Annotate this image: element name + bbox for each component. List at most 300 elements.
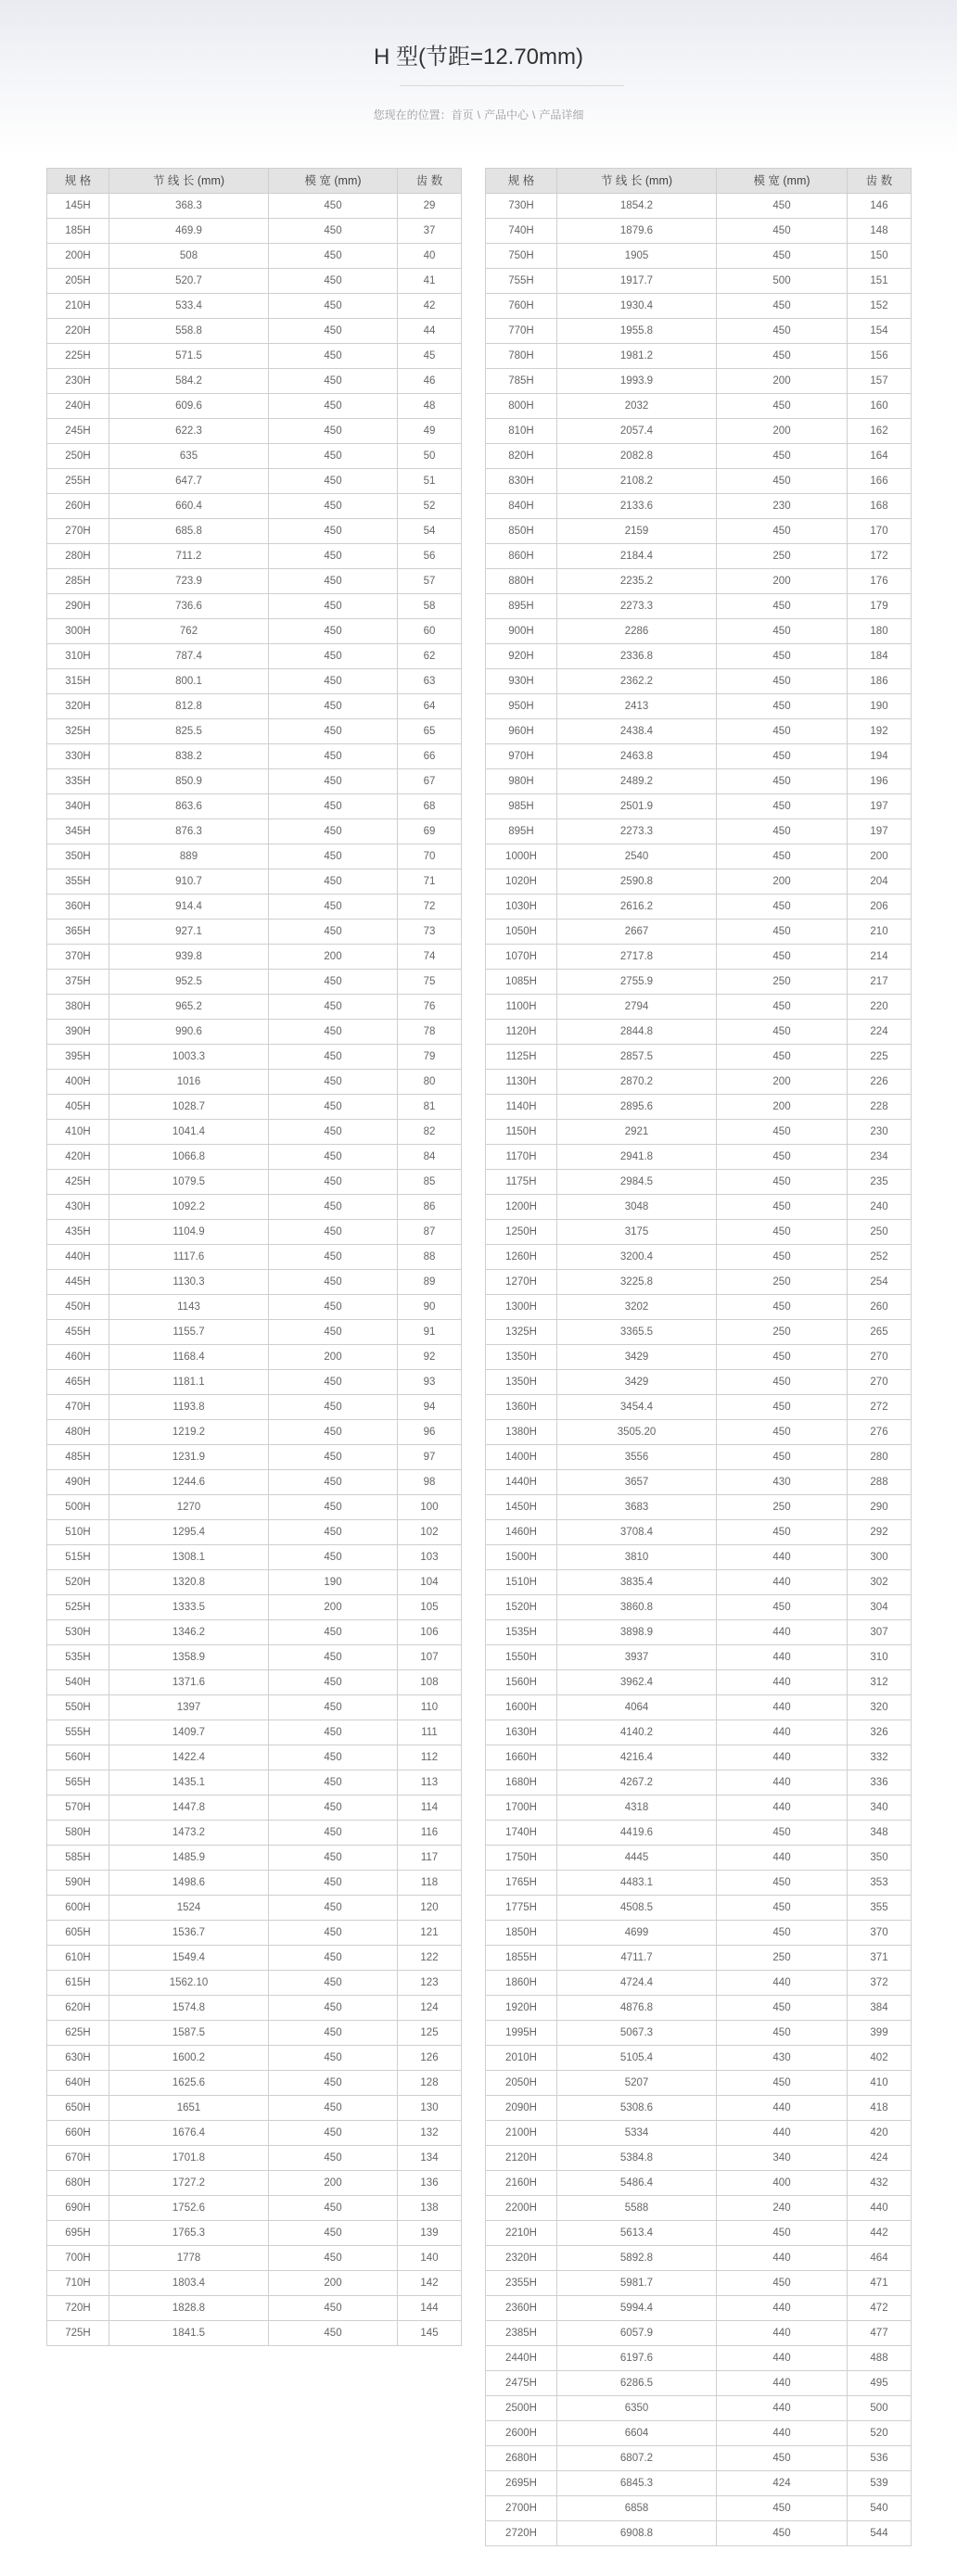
cell-mold-width: 450 — [269, 1120, 398, 1145]
cell-mold-width: 450 — [269, 494, 398, 519]
cell-pitch-length: 5334 — [557, 2121, 717, 2146]
cell-spec: 1995H — [486, 2021, 557, 2046]
cell-pitch-length: 2984.5 — [557, 1170, 717, 1195]
cell-mold-width: 450 — [269, 1145, 398, 1170]
cell-mold-width: 450 — [269, 444, 398, 469]
table-row — [47, 469, 462, 494]
cell-teeth: 160 — [848, 394, 912, 419]
table-row — [47, 819, 462, 844]
table-row — [486, 794, 912, 819]
cell-teeth: 162 — [848, 419, 912, 444]
cell-pitch-length: 5613.4 — [557, 2221, 717, 2246]
header-pitch-length: 节 线 长 (mm) — [557, 169, 717, 194]
cell-mold-width: 450 — [717, 394, 848, 419]
cell-pitch-length: 5067.3 — [557, 2021, 717, 2046]
cell-spec: 600H — [47, 1896, 109, 1921]
cell-spec: 225H — [47, 344, 109, 369]
cell-mold-width: 450 — [269, 1470, 398, 1495]
cell-spec: 1520H — [486, 1595, 557, 1620]
cell-mold-width: 440 — [717, 1695, 848, 1720]
cell-mold-width: 450 — [269, 1445, 398, 1470]
cell-spec: 270H — [47, 519, 109, 544]
table-row — [47, 544, 462, 569]
cell-pitch-length: 723.9 — [109, 569, 269, 594]
table-row — [486, 1821, 912, 1846]
table-row — [47, 769, 462, 794]
cell-pitch-length: 711.2 — [109, 544, 269, 569]
table-row — [47, 869, 462, 895]
cell-teeth: 80 — [398, 1070, 462, 1095]
table-row — [47, 945, 462, 970]
cell-pitch-length: 4445 — [557, 1846, 717, 1871]
cell-pitch-length: 952.5 — [109, 970, 269, 995]
table-row — [486, 1445, 912, 1470]
cell-spec: 490H — [47, 1470, 109, 1495]
table-row — [486, 2021, 912, 2046]
cell-mold-width: 450 — [717, 1871, 848, 1896]
table-row — [47, 1796, 462, 1821]
cell-teeth: 157 — [848, 369, 912, 394]
cell-pitch-length: 571.5 — [109, 344, 269, 369]
cell-spec: 240H — [47, 394, 109, 419]
table-row — [486, 1370, 912, 1395]
breadcrumb-home-link[interactable]: 首页 — [451, 108, 474, 121]
table-row — [486, 895, 912, 920]
cell-spec: 310H — [47, 644, 109, 669]
cell-spec: 1855H — [486, 1946, 557, 1971]
cell-spec: 2200H — [486, 2196, 557, 2221]
cell-mold-width: 450 — [717, 719, 848, 744]
table-row — [486, 469, 912, 494]
cell-spec: 785H — [486, 369, 557, 394]
cell-spec: 930H — [486, 669, 557, 694]
cell-mold-width: 450 — [717, 844, 848, 869]
cell-spec: 550H — [47, 1695, 109, 1720]
cell-pitch-length: 3202 — [557, 1295, 717, 1320]
cell-spec: 1380H — [486, 1420, 557, 1445]
cell-mold-width: 450 — [269, 1495, 398, 1520]
cell-teeth: 144 — [398, 2296, 462, 2321]
cell-pitch-length: 3429 — [557, 1345, 717, 1370]
cell-mold-width: 450 — [269, 719, 398, 744]
breadcrumb-detail-link[interactable]: 产品详细 — [539, 108, 584, 121]
table-row — [47, 219, 462, 244]
cell-pitch-length: 4724.4 — [557, 1971, 717, 1996]
cell-pitch-length: 609.6 — [109, 394, 269, 419]
cell-mold-width: 450 — [717, 219, 848, 244]
table-row — [47, 2221, 462, 2246]
cell-mold-width: 200 — [717, 369, 848, 394]
cell-mold-width: 400 — [717, 2171, 848, 2196]
table-row — [486, 1495, 912, 1520]
cell-spec: 355H — [47, 869, 109, 895]
cell-spec: 1510H — [486, 1570, 557, 1595]
cell-teeth: 93 — [398, 1370, 462, 1395]
table-row — [47, 594, 462, 619]
table-row — [486, 369, 912, 394]
cell-spec: 2360H — [486, 2296, 557, 2321]
cell-pitch-length: 3556 — [557, 1445, 717, 1470]
cell-teeth: 190 — [848, 694, 912, 719]
cell-spec: 480H — [47, 1420, 109, 1445]
cell-pitch-length: 1676.4 — [109, 2121, 269, 2146]
cell-mold-width: 430 — [717, 2046, 848, 2071]
cell-mold-width: 450 — [269, 1295, 398, 1320]
table-row — [486, 1770, 912, 1796]
cell-spec: 620H — [47, 1996, 109, 2021]
cell-pitch-length: 812.8 — [109, 694, 269, 719]
cell-spec: 1460H — [486, 1520, 557, 1545]
cell-spec: 260H — [47, 494, 109, 519]
cell-teeth: 132 — [398, 2121, 462, 2146]
cell-teeth: 103 — [398, 1545, 462, 1570]
table-row — [486, 2221, 912, 2246]
table-row — [47, 394, 462, 419]
cell-mold-width: 440 — [717, 2421, 848, 2446]
cell-spec: 1700H — [486, 1796, 557, 1821]
cell-teeth: 495 — [848, 2371, 912, 2396]
cell-pitch-length: 2463.8 — [557, 744, 717, 769]
cell-pitch-length: 1320.8 — [109, 1570, 269, 1595]
cell-mold-width: 450 — [269, 970, 398, 995]
cell-mold-width: 230 — [717, 494, 848, 519]
cell-mold-width: 450 — [269, 344, 398, 369]
cell-mold-width: 450 — [269, 1095, 398, 1120]
cell-spec: 1150H — [486, 1120, 557, 1145]
cell-mold-width: 450 — [269, 2296, 398, 2321]
cell-pitch-length: 6807.2 — [557, 2446, 717, 2471]
cell-spec: 450H — [47, 1295, 109, 1320]
cell-teeth: 220 — [848, 995, 912, 1020]
cell-mold-width: 450 — [269, 819, 398, 844]
cell-mold-width: 450 — [269, 1720, 398, 1745]
cell-pitch-length: 3225.8 — [557, 1270, 717, 1295]
cell-spec: 605H — [47, 1921, 109, 1946]
cell-teeth: 250 — [848, 1220, 912, 1245]
cell-mold-width: 440 — [717, 2346, 848, 2371]
cell-spec: 2320H — [486, 2246, 557, 2271]
cell-teeth: 340 — [848, 1796, 912, 1821]
cell-mold-width: 450 — [269, 1370, 398, 1395]
table-row — [486, 1420, 912, 1445]
cell-teeth: 49 — [398, 419, 462, 444]
cell-spec: 1350H — [486, 1345, 557, 1370]
cell-spec: 1400H — [486, 1445, 557, 1470]
header-spec: 规 格 — [47, 169, 109, 194]
cell-spec: 2475H — [486, 2371, 557, 2396]
cell-pitch-length: 1701.8 — [109, 2146, 269, 2171]
cell-teeth: 226 — [848, 1070, 912, 1095]
cell-teeth: 544 — [848, 2521, 912, 2546]
cell-spec: 1140H — [486, 1095, 557, 1120]
cell-pitch-length: 1917.7 — [557, 269, 717, 294]
table-row — [486, 1645, 912, 1670]
cell-mold-width: 200 — [269, 2271, 398, 2296]
table-row — [486, 1846, 912, 1871]
cell-pitch-length: 368.3 — [109, 194, 269, 219]
table-row — [486, 1295, 912, 1320]
cell-teeth: 104 — [398, 1570, 462, 1595]
cell-pitch-length: 4419.6 — [557, 1821, 717, 1846]
cell-teeth: 290 — [848, 1495, 912, 1520]
cell-teeth: 272 — [848, 1395, 912, 1420]
table-row — [47, 1695, 462, 1720]
cell-pitch-length: 2273.3 — [557, 819, 717, 844]
table-row — [47, 1195, 462, 1220]
cell-mold-width: 450 — [269, 644, 398, 669]
cell-pitch-length: 3365.5 — [557, 1320, 717, 1345]
cell-pitch-length: 1041.4 — [109, 1120, 269, 1145]
cell-mold-width: 440 — [717, 1620, 848, 1645]
cell-mold-width: 450 — [269, 1645, 398, 1670]
table-row — [47, 844, 462, 869]
cell-pitch-length: 2501.9 — [557, 794, 717, 819]
breadcrumb-products-link[interactable]: 产品中心 — [484, 108, 530, 121]
cell-teeth: 63 — [398, 669, 462, 694]
cell-teeth: 348 — [848, 1821, 912, 1846]
header-spec: 规 格 — [486, 169, 557, 194]
cell-teeth: 111 — [398, 1720, 462, 1745]
table-row — [47, 1645, 462, 1670]
cell-pitch-length: 2895.6 — [557, 1095, 717, 1120]
cell-mold-width: 450 — [269, 1270, 398, 1295]
table-row — [47, 1420, 462, 1445]
cell-pitch-length: 1905 — [557, 244, 717, 269]
cell-spec: 1300H — [486, 1295, 557, 1320]
cell-mold-width: 200 — [717, 1070, 848, 1095]
cell-mold-width: 200 — [269, 945, 398, 970]
cell-mold-width: 250 — [717, 1946, 848, 1971]
table-row — [47, 2321, 462, 2346]
table-row — [486, 869, 912, 895]
cell-pitch-length: 647.7 — [109, 469, 269, 494]
cell-spec: 1170H — [486, 1145, 557, 1170]
table-row — [47, 744, 462, 769]
cell-teeth: 70 — [398, 844, 462, 869]
cell-mold-width: 450 — [269, 2196, 398, 2221]
cell-spec: 555H — [47, 1720, 109, 1745]
cell-pitch-length: 3708.4 — [557, 1520, 717, 1545]
table-row — [47, 1545, 462, 1570]
cell-mold-width: 450 — [717, 2521, 848, 2546]
cell-spec: 465H — [47, 1370, 109, 1395]
cell-teeth: 148 — [848, 219, 912, 244]
cell-mold-width: 450 — [269, 619, 398, 644]
cell-spec: 1020H — [486, 869, 557, 895]
header-pitch-length: 节 线 长 (mm) — [109, 169, 269, 194]
cell-pitch-length: 3454.4 — [557, 1395, 717, 1420]
cell-pitch-length: 4508.5 — [557, 1896, 717, 1921]
cell-spec: 1535H — [486, 1620, 557, 1645]
cell-pitch-length: 2438.4 — [557, 719, 717, 744]
cell-mold-width: 450 — [269, 920, 398, 945]
cell-teeth: 168 — [848, 494, 912, 519]
cell-teeth: 46 — [398, 369, 462, 394]
cell-teeth: 139 — [398, 2221, 462, 2246]
cell-teeth: 89 — [398, 1270, 462, 1295]
cell-pitch-length: 1104.9 — [109, 1220, 269, 1245]
table-row — [486, 970, 912, 995]
cell-teeth: 402 — [848, 2046, 912, 2071]
cell-pitch-length: 1854.2 — [557, 194, 717, 219]
cell-spec: 1050H — [486, 920, 557, 945]
cell-teeth: 399 — [848, 2021, 912, 2046]
cell-teeth: 108 — [398, 1670, 462, 1695]
cell-mold-width: 250 — [717, 1320, 848, 1345]
cell-pitch-length: 1003.3 — [109, 1045, 269, 1070]
cell-mold-width: 200 — [717, 1095, 848, 1120]
cell-mold-width: 450 — [269, 1620, 398, 1645]
cell-mold-width: 450 — [269, 1320, 398, 1345]
cell-teeth: 48 — [398, 394, 462, 419]
cell-pitch-length: 3810 — [557, 1545, 717, 1570]
cell-spec: 500H — [47, 1495, 109, 1520]
cell-spec: 695H — [47, 2221, 109, 2246]
cell-mold-width: 450 — [717, 294, 848, 319]
cell-teeth: 276 — [848, 1420, 912, 1445]
cell-mold-width: 440 — [717, 1796, 848, 1821]
cell-mold-width: 450 — [269, 1846, 398, 1871]
cell-teeth: 204 — [848, 869, 912, 895]
cell-mold-width: 200 — [717, 569, 848, 594]
cell-mold-width: 450 — [717, 1996, 848, 2021]
table-row — [486, 1045, 912, 1070]
cell-teeth: 123 — [398, 1971, 462, 1996]
cell-spec: 630H — [47, 2046, 109, 2071]
cell-spec: 245H — [47, 419, 109, 444]
table-row — [47, 1295, 462, 1320]
table-row — [47, 1270, 462, 1295]
cell-mold-width: 450 — [269, 1520, 398, 1545]
cell-pitch-length: 4711.7 — [557, 1946, 717, 1971]
cell-spec: 680H — [47, 2171, 109, 2196]
cell-mold-width: 450 — [269, 2246, 398, 2271]
cell-mold-width: 450 — [269, 319, 398, 344]
cell-spec: 390H — [47, 1020, 109, 1045]
cell-pitch-length: 5105.4 — [557, 2046, 717, 2071]
cell-pitch-length: 5892.8 — [557, 2246, 717, 2271]
cell-pitch-length: 5207 — [557, 2071, 717, 2096]
cell-spec: 315H — [47, 669, 109, 694]
cell-mold-width: 450 — [717, 1821, 848, 1846]
cell-spec: 510H — [47, 1520, 109, 1545]
table-row — [486, 294, 912, 319]
cell-teeth: 90 — [398, 1295, 462, 1320]
cell-spec: 580H — [47, 1821, 109, 1846]
cell-mold-width: 450 — [717, 319, 848, 344]
cell-spec: 445H — [47, 1270, 109, 1295]
cell-teeth: 67 — [398, 769, 462, 794]
cell-teeth: 197 — [848, 819, 912, 844]
cell-mold-width: 450 — [717, 920, 848, 945]
cell-pitch-length: 5384.8 — [557, 2146, 717, 2171]
cell-spec: 725H — [47, 2321, 109, 2346]
cell-mold-width: 450 — [269, 769, 398, 794]
cell-teeth: 136 — [398, 2171, 462, 2196]
cell-spec: 2100H — [486, 2121, 557, 2146]
cell-mold-width: 450 — [269, 1170, 398, 1195]
cell-teeth: 170 — [848, 519, 912, 544]
table-row — [486, 844, 912, 869]
cell-teeth: 471 — [848, 2271, 912, 2296]
cell-teeth: 128 — [398, 2071, 462, 2096]
cell-mold-width: 440 — [717, 2096, 848, 2121]
cell-teeth: 145 — [398, 2321, 462, 2346]
cell-spec: 800H — [486, 394, 557, 419]
table-row — [486, 1921, 912, 1946]
cell-teeth: 540 — [848, 2496, 912, 2521]
cell-pitch-length: 6350 — [557, 2396, 717, 2421]
cell-teeth: 302 — [848, 1570, 912, 1595]
table-row — [486, 1395, 912, 1420]
cell-teeth: 62 — [398, 644, 462, 669]
cell-teeth: 106 — [398, 1620, 462, 1645]
cell-teeth: 332 — [848, 1745, 912, 1770]
header-teeth: 齿 数 — [848, 169, 912, 194]
cell-spec: 400H — [47, 1070, 109, 1095]
cell-pitch-length: 3962.4 — [557, 1670, 717, 1695]
cell-spec: 530H — [47, 1620, 109, 1645]
cell-mold-width: 450 — [717, 945, 848, 970]
cell-spec: 1440H — [486, 1470, 557, 1495]
cell-mold-width: 450 — [269, 1971, 398, 1996]
cell-mold-width: 450 — [269, 519, 398, 544]
cell-pitch-length: 3835.4 — [557, 1570, 717, 1595]
cell-spec: 720H — [47, 2296, 109, 2321]
cell-teeth: 252 — [848, 1245, 912, 1270]
cell-teeth: 156 — [848, 344, 912, 369]
cell-spec: 405H — [47, 1095, 109, 1120]
cell-pitch-length: 1346.2 — [109, 1620, 269, 1645]
cell-teeth: 58 — [398, 594, 462, 619]
table-row — [486, 1220, 912, 1245]
cell-teeth: 118 — [398, 1871, 462, 1896]
cell-spec: 1070H — [486, 945, 557, 970]
cell-mold-width: 440 — [717, 1720, 848, 1745]
cell-pitch-length: 939.8 — [109, 945, 269, 970]
cell-mold-width: 250 — [717, 1495, 848, 1520]
cell-spec: 420H — [47, 1145, 109, 1170]
cell-pitch-length: 6858 — [557, 2496, 717, 2521]
cell-mold-width: 450 — [269, 594, 398, 619]
cell-pitch-length: 6604 — [557, 2421, 717, 2446]
table-row — [47, 1220, 462, 1245]
cell-mold-width: 440 — [717, 1846, 848, 1871]
cell-spec: 220H — [47, 319, 109, 344]
cell-spec: 145H — [47, 194, 109, 219]
cell-mold-width: 450 — [269, 1871, 398, 1896]
cell-pitch-length: 927.1 — [109, 920, 269, 945]
cell-mold-width: 450 — [717, 1295, 848, 1320]
cell-teeth: 124 — [398, 1996, 462, 2021]
cell-teeth: 86 — [398, 1195, 462, 1220]
cell-teeth: 225 — [848, 1045, 912, 1070]
cell-spec: 1660H — [486, 1745, 557, 1770]
cell-spec: 1270H — [486, 1270, 557, 1295]
cell-pitch-length: 1524 — [109, 1896, 269, 1921]
table-row — [486, 1170, 912, 1195]
cell-mold-width: 450 — [717, 1170, 848, 1195]
table-row — [47, 1170, 462, 1195]
table-row — [486, 2371, 912, 2396]
table-row — [486, 1620, 912, 1645]
cell-teeth: 371 — [848, 1946, 912, 1971]
cell-spec: 285H — [47, 569, 109, 594]
cell-pitch-length: 2489.2 — [557, 769, 717, 794]
cell-spec: 360H — [47, 895, 109, 920]
cell-teeth: 154 — [848, 319, 912, 344]
cell-teeth: 477 — [848, 2321, 912, 2346]
